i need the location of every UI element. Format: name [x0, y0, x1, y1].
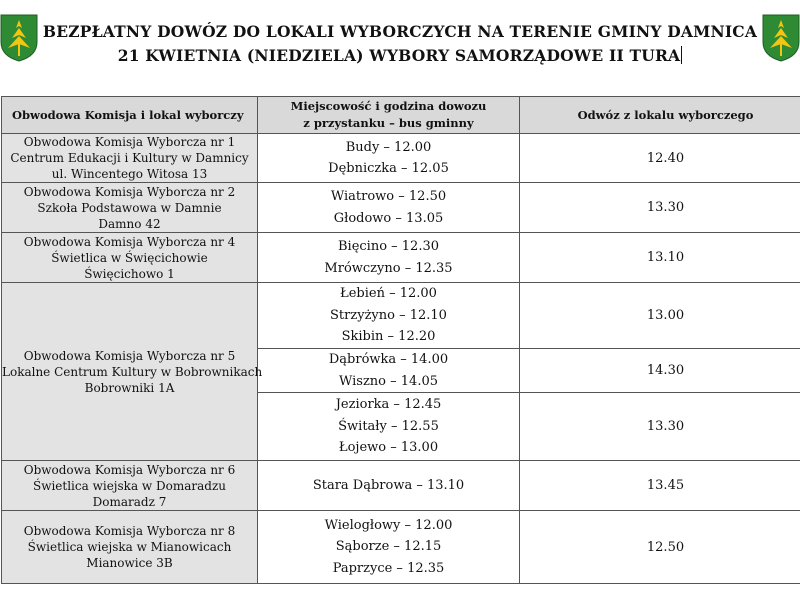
commission-cell: [2, 134, 258, 183]
pickup-cell: [258, 461, 520, 511]
pickup-cell: [258, 283, 520, 349]
pickup-stop: Wielogłowy – 12.00: [324, 517, 453, 533]
return-time-cell: 13.10: [520, 233, 800, 283]
commission-line: Damno 42: [98, 216, 161, 231]
pickup-stop: Skibin – 12.20: [341, 329, 436, 345]
pickup-stop: Dębniczka – 12.05: [328, 161, 449, 176]
pickup-stop: Głodowo – 13.05: [333, 210, 444, 226]
commission-line: Obwodowa Komisja Wyborcza nr 5: [23, 348, 236, 363]
header-title: BEZPŁATNY DOWÓZ DO LOKALI WYBORCZYCH NA TERENIE GMINY DAMNICA: [42, 22, 758, 41]
table-row: [2, 511, 800, 584]
header-subtitle-text: 21 KWIETNIA (NIEDZIELA) WYBORY SAMORZĄDOWE II TURA: [117, 46, 681, 65]
commission-line: Domaradz 7: [92, 494, 167, 509]
commission-cell: [2, 183, 258, 233]
return-time-cell: 12.40: [520, 134, 800, 183]
pickup-stop: Wiatrowo – 12.50: [330, 189, 447, 204]
table-body: [2, 134, 800, 584]
commission-line: Bobrowniki 1A: [84, 380, 175, 395]
pickup-stop: Łojewo – 13.00: [338, 440, 439, 456]
pickup-stop: Mrówczyno – 12.35: [324, 260, 453, 276]
table-row: [2, 461, 800, 511]
commission-line: Lokalne Centrum Kultury w Bobrownikach: [2, 364, 263, 379]
pickup-stop: Świtały – 12.55: [338, 418, 439, 434]
commission-line: Obwodowa Komisja Wyborcza nr 6: [23, 462, 236, 477]
pickup-cell: [258, 511, 520, 584]
return-time-cell: 13.30: [520, 183, 800, 233]
text-cursor: [681, 46, 682, 64]
pickup-stop: Strzyżyno – 12.10: [330, 307, 447, 323]
commission-line: Święcichowo 1: [84, 266, 175, 281]
pickup-stop: Sąborze – 12.15: [335, 539, 442, 555]
pickup-stop: Paprzyce – 12.35: [332, 560, 445, 576]
return-time-cell: 13.45: [520, 461, 800, 511]
pickup-cell: [258, 233, 520, 283]
return-time-cell: 12.50: [520, 511, 800, 584]
commission-line: Świetlica w Święcichowie: [51, 250, 208, 265]
return-time-cell: 14.30: [520, 349, 800, 393]
pickup-cell: [258, 393, 520, 461]
commission-line: Obwodowa Komisja Wyborcza nr 8: [23, 524, 236, 538]
pickup-stop: Budy – 12.00: [345, 139, 432, 155]
transport-table: [1, 96, 800, 584]
commission-cell: [2, 283, 263, 461]
commission-cell: [2, 511, 258, 584]
pickup-cell: [258, 134, 520, 183]
pickup-stop: Wiszno – 14.05: [339, 373, 438, 389]
table-header-row: [2, 97, 800, 134]
pickup-cell: [258, 349, 520, 393]
commission-line: Świetlica wiejska w Domaradzu: [32, 478, 227, 493]
pickup-stop: Stara Dąbrowa – 13.10: [312, 477, 465, 493]
commission-cell: [2, 233, 258, 283]
commission-line: Obwodowa Komisja Wyborcza nr 4: [23, 234, 236, 249]
col-header-pickup: [258, 97, 520, 134]
pickup-stop: Łebień – 12.00: [340, 286, 437, 302]
col-header-commission: Obwodowa Komisja i lokal wyborczy: [2, 97, 258, 134]
table-row: [2, 283, 800, 349]
commission-line: Obwodowa Komisja Wyborcza nr 1: [23, 135, 236, 149]
commission-line: Mianowice 3B: [86, 556, 173, 570]
commission-line: ul. Wincentego Witosa 13: [51, 167, 208, 181]
commission-cell: [2, 461, 258, 511]
table-row: [2, 183, 800, 233]
table-row: [2, 134, 800, 183]
pickup-cell: [258, 183, 520, 233]
commission-line: Szkoła Podstawowa w Damnie: [37, 200, 222, 215]
col-header-pickup-line1: Miejscowość i godzina dowozu: [290, 99, 487, 113]
col-header-pickup-line2: z przystanku – bus gminny: [303, 116, 474, 130]
commission-line: Świetlica wiejska w Mianowicach: [27, 540, 232, 554]
commission-line: Centrum Edukacji i Kultury w Damnicy: [10, 151, 249, 165]
page-header: [0, 20, 800, 68]
commission-line: Obwodowa Komisja Wyborcza nr 2: [23, 184, 236, 199]
col-header-return: Odwóz z lokalu wyborczego: [520, 97, 800, 134]
table-row: [2, 233, 800, 283]
header-subtitle: [0, 44, 800, 68]
pickup-stop: Bięcino – 12.30: [337, 239, 440, 254]
return-time-cell: 13.00: [520, 283, 800, 349]
return-time-cell: 13.30: [520, 393, 800, 461]
pickup-stop: Jeziorka – 12.45: [335, 397, 442, 413]
pickup-stop: Dąbrówka – 14.00: [328, 352, 449, 367]
